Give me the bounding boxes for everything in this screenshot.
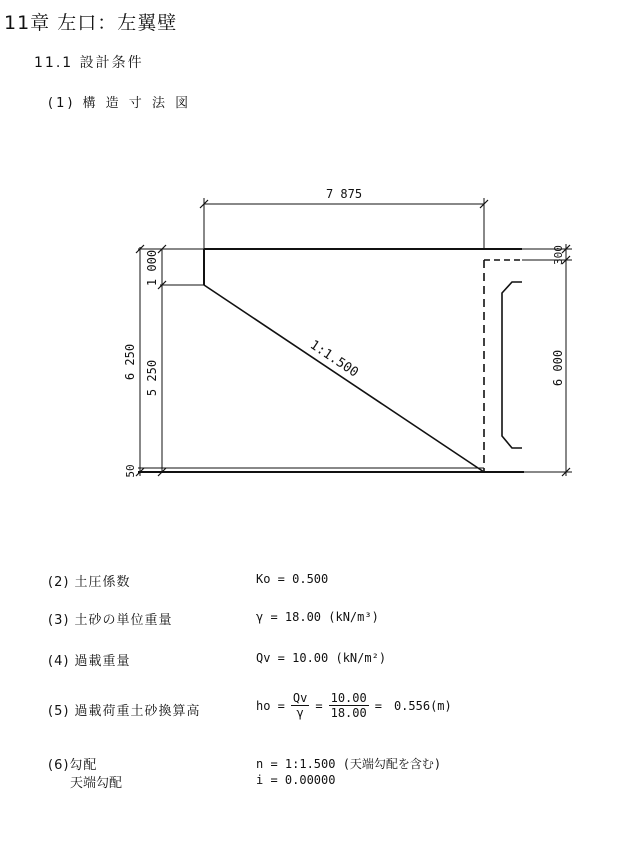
param-ho-label: (5) 過載荷重土砂換算高 — [48, 704, 201, 719]
ho-lhs: ho = — [256, 698, 285, 713]
param-crown-slope-value: i = 0.00000 — [256, 773, 336, 787]
param-surcharge-value: Qv = 10.00 (kN/m²) — [256, 651, 387, 665]
param-unit-weight-value: γ = 18.00 (kN/m³) — [256, 610, 379, 624]
ho-fraction-numeric — [329, 691, 369, 720]
section-title: 11.1 設計条件 — [34, 55, 144, 71]
param-ho-equation — [256, 691, 452, 720]
dim-upper-left-label: 1 000 — [145, 249, 159, 287]
param-slope-value: n = 1:1.500 (天端勾配を含む) — [256, 757, 442, 771]
chapter-title: 11章 左口：左翼壁 — [4, 12, 178, 34]
param-surcharge-label: (4) 過載重量 — [48, 654, 131, 669]
param-earth-pressure-label: (2) 土圧係数 — [48, 575, 131, 590]
dim-top-label: 7 875 — [325, 187, 363, 201]
ho-eq1: = — [315, 698, 323, 713]
param-slope-label: (6)勾配 — [48, 758, 98, 773]
dim-bottom-left-label: 50 — [124, 464, 137, 478]
dim-lower-left-label: 5 250 — [145, 359, 159, 397]
ho-num1: Qv — [292, 691, 308, 705]
ho-den2: 18.00 — [330, 706, 367, 720]
param-crown-slope-label: 天端勾配 — [70, 776, 123, 791]
ho-result: 0.556(m) — [393, 698, 452, 713]
param-unit-weight-label: (3) 土砂の単位重量 — [48, 613, 173, 628]
ho-num2: 10.00 — [330, 691, 367, 705]
channel-shape — [502, 282, 522, 448]
ho-fraction-symbolic — [291, 691, 309, 720]
subsection-title: (1) 構 造 寸 法 図 — [48, 96, 192, 111]
dim-right-top-label: 300 — [552, 245, 565, 265]
dim-right-main-label: 6 000 — [551, 349, 565, 387]
ho-den1: γ — [296, 706, 304, 720]
param-earth-pressure-value: Ko = 0.500 — [256, 572, 329, 586]
slope-ratio-label: 1:1.500 — [306, 337, 361, 381]
dim-total-left-label: 6 250 — [123, 343, 137, 381]
wall-slope-line — [204, 285, 484, 472]
ho-eq2: = — [374, 698, 382, 713]
